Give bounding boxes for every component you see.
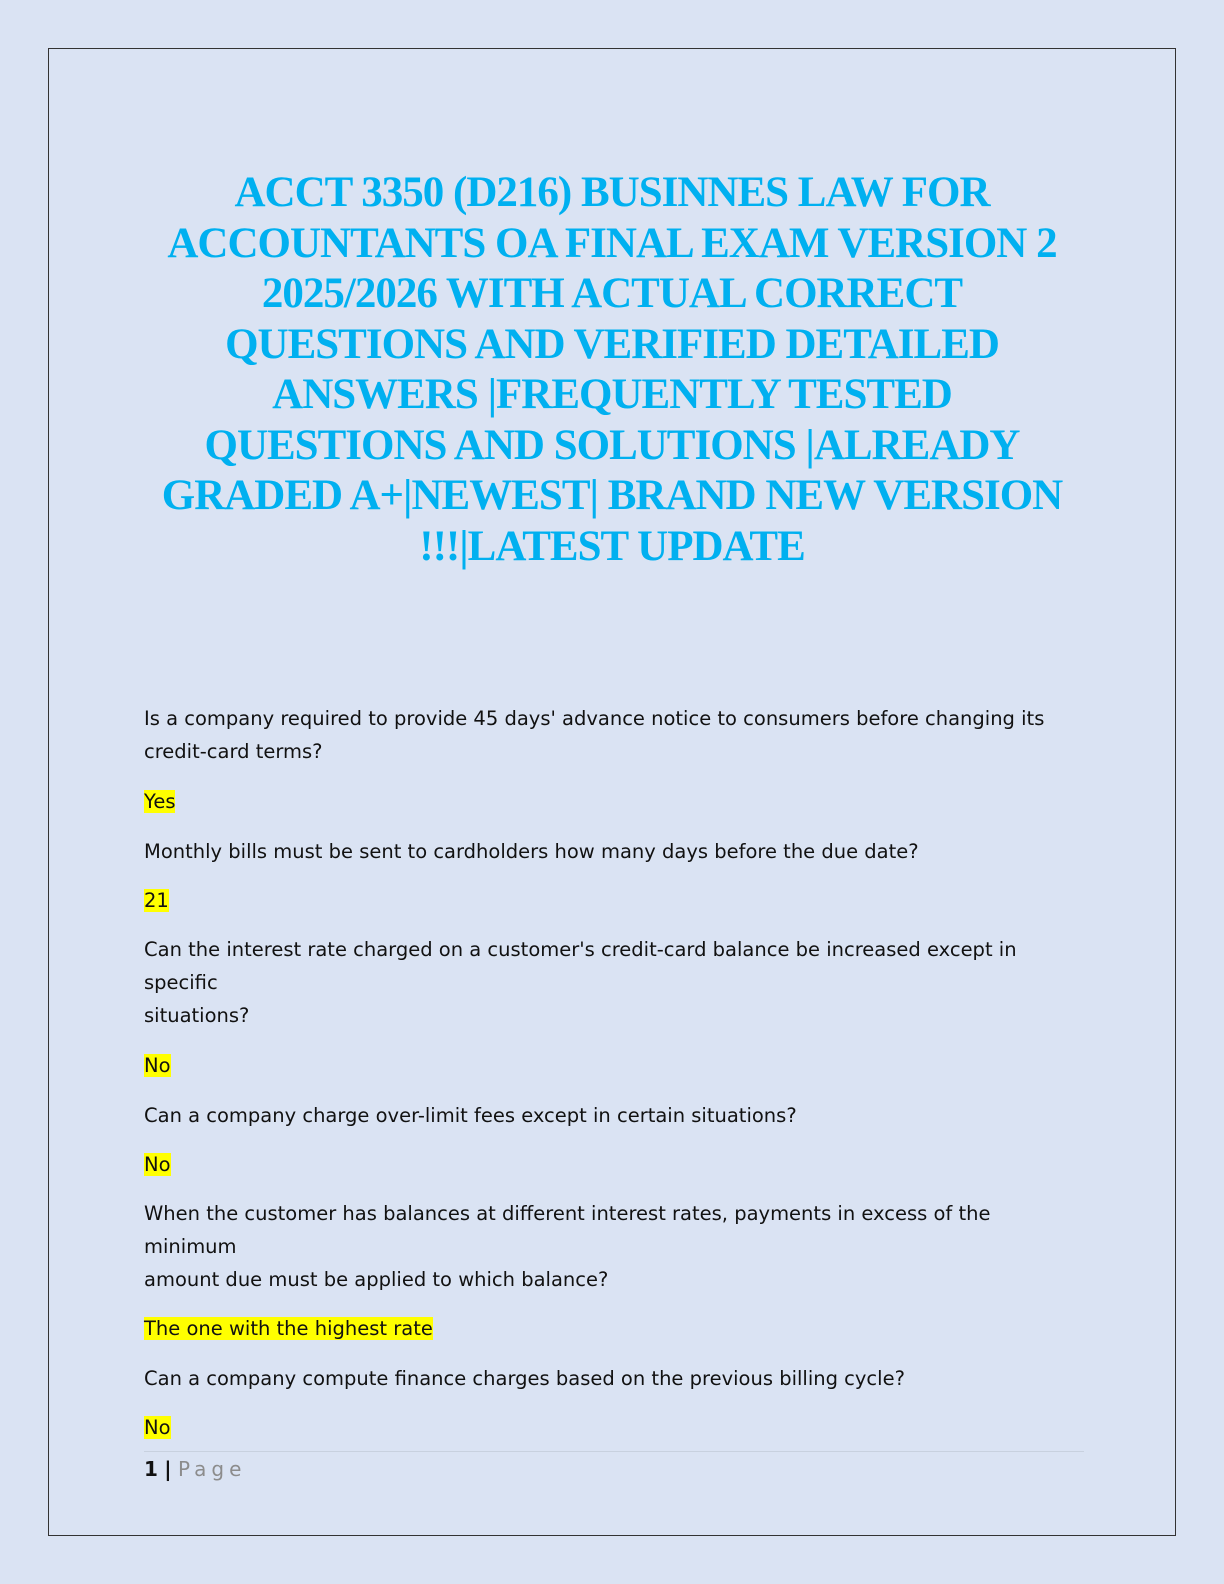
page-footer — [144, 1454, 246, 1484]
answer-highlight: 21 — [144, 889, 169, 912]
page-label: Page — [177, 1457, 247, 1481]
question-line: Can a company compute finance charges based on the previous billing cycle? — [144, 1367, 905, 1390]
footer-separator: | — [164, 1457, 172, 1481]
question-line: amount due must be applied to which balance? — [144, 1268, 609, 1291]
answer — [144, 785, 1084, 818]
question — [144, 835, 1084, 868]
footer-divider — [144, 1451, 1084, 1452]
answer-highlight: No — [144, 1054, 171, 1077]
question — [144, 1197, 1084, 1296]
page-number: 1 — [144, 1457, 158, 1481]
answer — [144, 884, 1084, 917]
question-line: Can a company charge over-limit fees except in certain situations? — [144, 1104, 797, 1127]
title-line: 2025/2026 WITH ACTUAL CORRECT — [261, 270, 963, 317]
title-line: ANSWERS |FREQUENTLY TESTED — [272, 371, 952, 418]
question — [144, 1362, 1084, 1395]
question-line: situations? — [144, 1004, 250, 1027]
question-line: Can the interest rate charged on a customer's credit-card balance be increased except in specific — [144, 938, 1017, 994]
answer — [144, 1411, 1084, 1444]
answer-highlight: No — [144, 1153, 171, 1176]
answer — [144, 1148, 1084, 1181]
title-line: ACCT 3350 (D216) BUSINNES LAW FOR — [234, 169, 990, 216]
title-line: ACCOUNTANTS OA FINAL EXAM VERSION 2 — [167, 219, 1057, 267]
question-line: When the customer has balances at different interest rates, payments in excess of the minimum — [144, 1202, 991, 1258]
question — [144, 1099, 1084, 1132]
question-line: Is a company required to provide 45 days' advance notice to consumers before changing its — [144, 707, 1045, 730]
title-line: QUESTIONS AND VERIFIED DETAILED — [225, 320, 999, 368]
question — [144, 702, 1084, 768]
question — [144, 933, 1084, 1032]
title-line: !!!|LATEST UPDATE — [419, 522, 805, 570]
title-line: GRADED A+|NEWEST| BRAND NEW VERSION — [161, 472, 1063, 519]
answer-highlight: No — [144, 1416, 171, 1439]
question-line: Monthly bills must be sent to cardholders how many days before the due date? — [144, 840, 919, 863]
answer-highlight: The one with the highest rate — [144, 1317, 433, 1340]
question-line: credit-card terms? — [144, 740, 323, 763]
qa-list — [144, 702, 1084, 1444]
answer — [144, 1049, 1084, 1082]
document-title — [130, 168, 1094, 572]
title-line: QUESTIONS AND SOLUTIONS |ALREADY — [204, 421, 1020, 469]
answer — [144, 1312, 1084, 1345]
answer-highlight: Yes — [144, 790, 176, 813]
